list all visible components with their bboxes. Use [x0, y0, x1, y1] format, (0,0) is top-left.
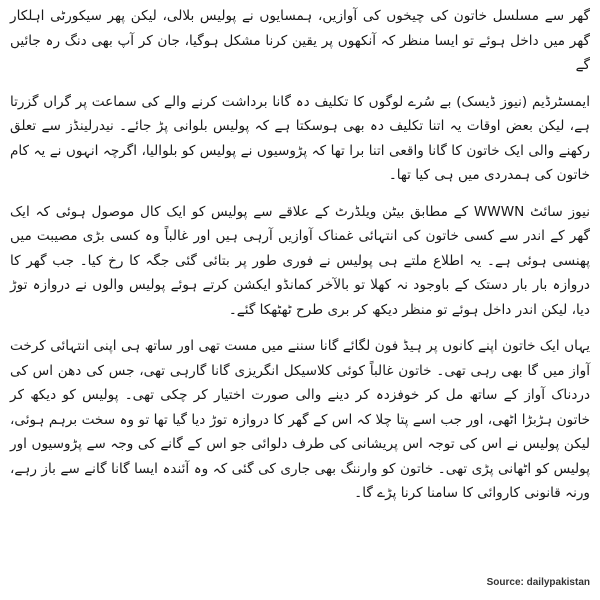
- source-credit: Source: dailypakistan: [486, 577, 590, 588]
- article-body: [10, 4, 590, 596]
- article-closing-paragraph: یہاں ایک خاتون اپنے کانوں پر ہیڈ فون لگائے گانا سننے میں مست تھی اور ساتھ ہی اپنی انتہائی کرخت آواز میں گا بھی رہی تھی۔ خاتون غالباً کوئی کلاسیکل انگریزی گانا گارہی تھی، جس کی دھن اس کی دردناک آواز کے ساتھ مل کر خوفزدہ کر دینے والی صورت اختیار کر چکی تھی۔ پولیس کو دیکھ کر خاتون ہڑبڑا اٹھی، اور جب اسے پتا چلا کہ اس کے گھر کا دروازہ توڑ دیا گیا تھا تو وہ سخت برہم ہوئی، لیکن پولیس نے اس کی توجہ اس پریشانی کی طرف دلوائی جو اس کے گانے کی وجہ سے پڑوسیوں اور پولیس کو اٹھانی پڑی تھی۔ خاتون کو وارننگ بھی جاری کی گئی کہ وہ آئندہ ایسا گانا گانے سے باز رہے، ورنہ قانونی کاروائی کا سامنا کرنا پڑے گا۔: [10, 338, 590, 501]
- article-intro-paragraph: ایمسٹرڈیم (نیوز ڈیسک) بے سُرے لوگوں کا تکلیف دہ گانا برداشت کرنے والے کی سماعت پر گراں گزرتا ہے، لیکن بعض اوقات یہ اتنا تکلیف دہ بھی ہوسکتا ہے کہ پولیس بلوانی پڑ جائے۔ نیدرلینڈز سے تعلق رکھنے والی ایک خاتون کا گانا واقعی اتنا برا تھا کہ پڑوسیوں نے پولیس کو بلوالیا، اگرچہ انہوں نے یہ کام خاتون کی ہمدردی میں ہی کیا تھا۔: [10, 93, 590, 183]
- article-headline-paragraph: گھر سے مسلسل خاتون کی چیخوں کی آوازیں، ہمسایوں نے پولیس بلالی، لیکن پھر سیکورٹی اہلکار گھر میں داخل ہوئے تو ایسا منظر کہ آنکھوں پر یقین کرنا مشکل ہوگیا، جان کر آپ بھی دنگ رہ جائیں گے: [10, 8, 590, 73]
- article-body-paragraph: نیوز سائٹ WWWN کے مطابق بیٹن ویلڈرٹ کے علاقے سے پولیس کو ایک کال موصول ہوئی کہ ایک گھر کے اندر سے کسی خاتون کی انتہائی غمناک آوازیں آرہی ہیں اور غالباً وہ کسی بڑی مصیبت میں پھنسی ہوئی ہے۔ یہ اطلاع ملتے ہی پولیس نے فوری طور پر بتائی گئی جگہ کا رخ کیا۔ جب گھر کا دروازہ بار بار دستک کے باوجود نہ کھلا تو بالآخر کمانڈو ایکشن کرتے ہوئے پولیس والوں نے دروازہ توڑ دیا، لیکن اندر داخل ہوئے تو منظر دیکھ کر بری طرح ٹھٹھکا گئے۔: [10, 203, 590, 318]
